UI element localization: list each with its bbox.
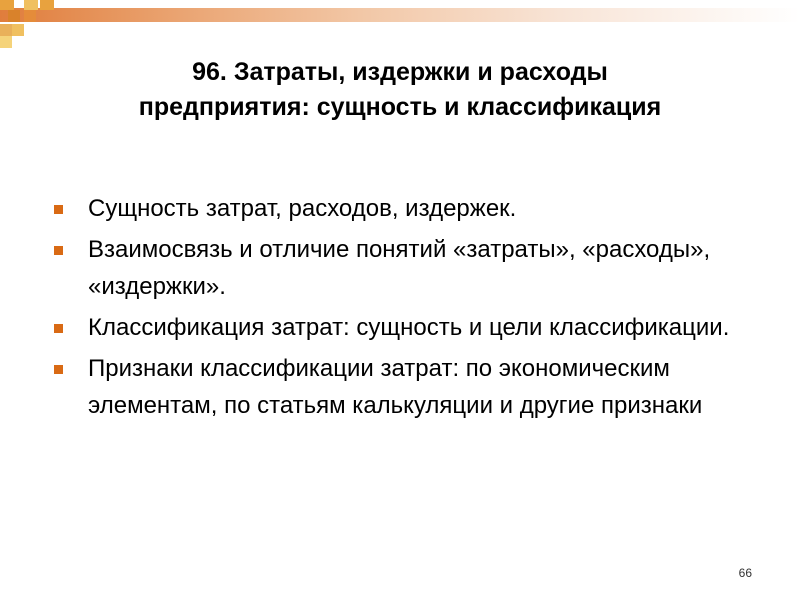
bullet-text: Признаки классификации затрат: по экономическим элементам, по статьям калькуляции и другие признаки bbox=[88, 355, 703, 419]
bullet-item bbox=[54, 350, 744, 424]
bullet-item bbox=[54, 231, 744, 305]
page-number: 66 bbox=[738, 566, 752, 580]
bullet-text: Взаимосвязь и отличие понятий «затраты», «расходы», «издержки». bbox=[88, 236, 711, 300]
title-line: предприятия: сущность и классификация bbox=[138, 93, 662, 121]
slide-title bbox=[60, 55, 740, 125]
decor-square bbox=[24, 10, 36, 22]
decor-square bbox=[12, 24, 24, 36]
bullet-text: Классификация затрат: сущность и цели классификации. bbox=[88, 314, 730, 341]
decor-square bbox=[0, 24, 12, 36]
bullet-text: Сущность затрат, расходов, издержек. bbox=[88, 195, 517, 222]
bullet-square-icon bbox=[54, 365, 63, 374]
bullet-square-icon bbox=[54, 246, 63, 255]
decor-square bbox=[8, 10, 20, 22]
bullet-item bbox=[54, 190, 744, 227]
bullet-square-icon bbox=[54, 324, 63, 333]
title-line: 96. Затраты, издержки и расходы bbox=[192, 58, 608, 86]
bullet-item bbox=[54, 309, 744, 346]
decor-square bbox=[40, 0, 54, 10]
decor-square bbox=[0, 36, 12, 48]
bullet-square-icon bbox=[54, 205, 63, 214]
bullet-list bbox=[54, 190, 744, 428]
decor-square bbox=[24, 0, 38, 10]
decor-square bbox=[0, 0, 14, 10]
header-decor-bar bbox=[0, 8, 800, 22]
